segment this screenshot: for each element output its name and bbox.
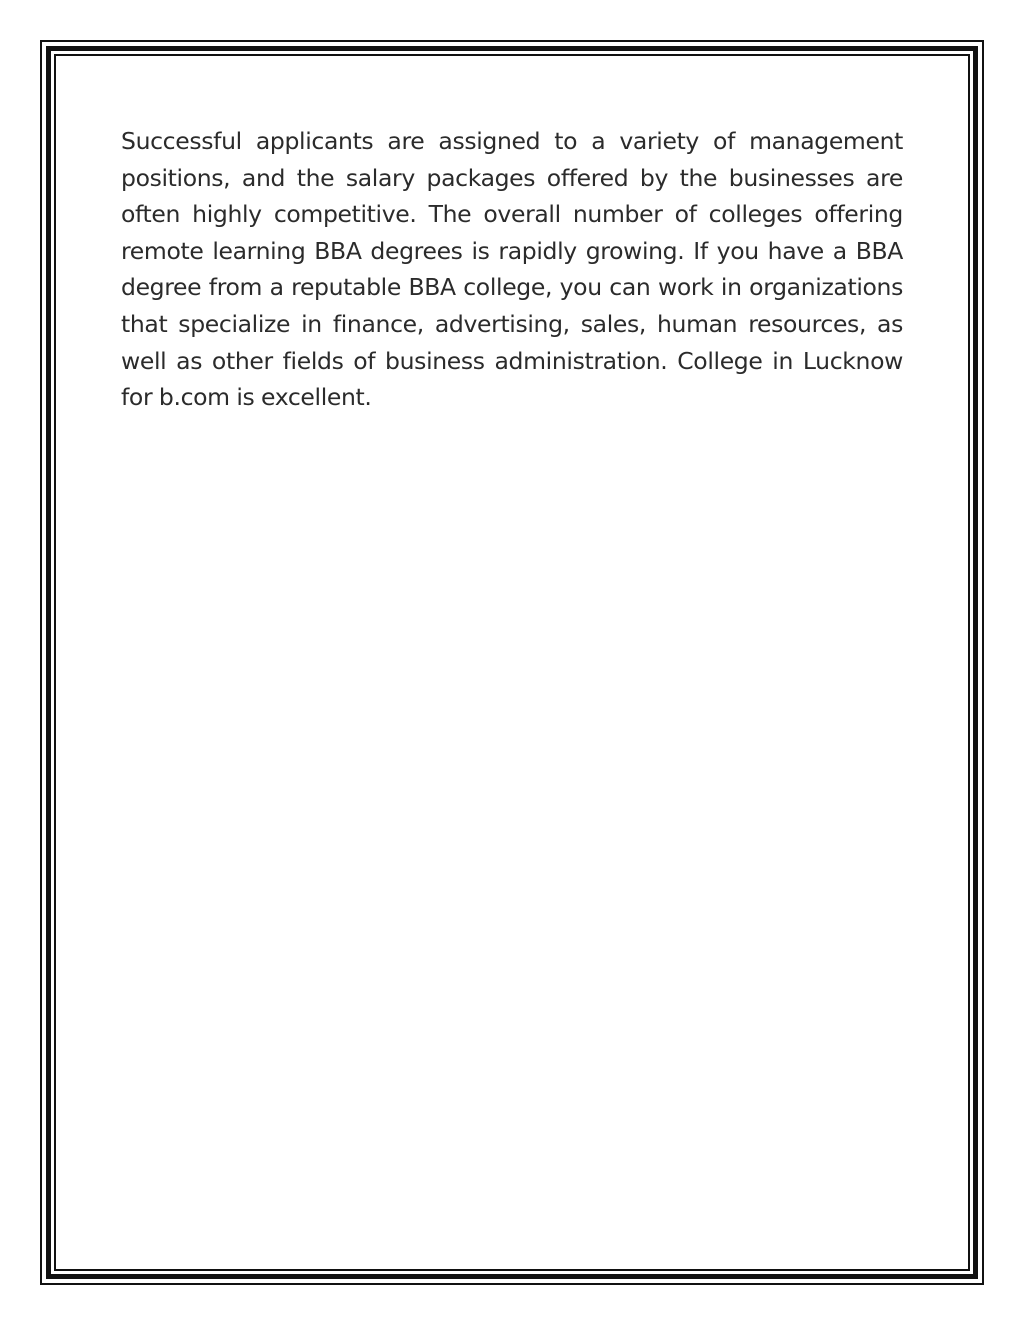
body-paragraph: Successful applicants are assigned to a variety of management positions, and the salary packages offered by the businesses are often highly competitive. The overall number of colleges offering remote learning BBA degrees is rapidly growing. If you have a BBA degree from a reputable BBA college, you can work in organizations that specialize in finance, advertising, sales, human resources, as well as other fields of business administration. College in Lucknow for b.com is excellent. — [121, 127, 903, 412]
